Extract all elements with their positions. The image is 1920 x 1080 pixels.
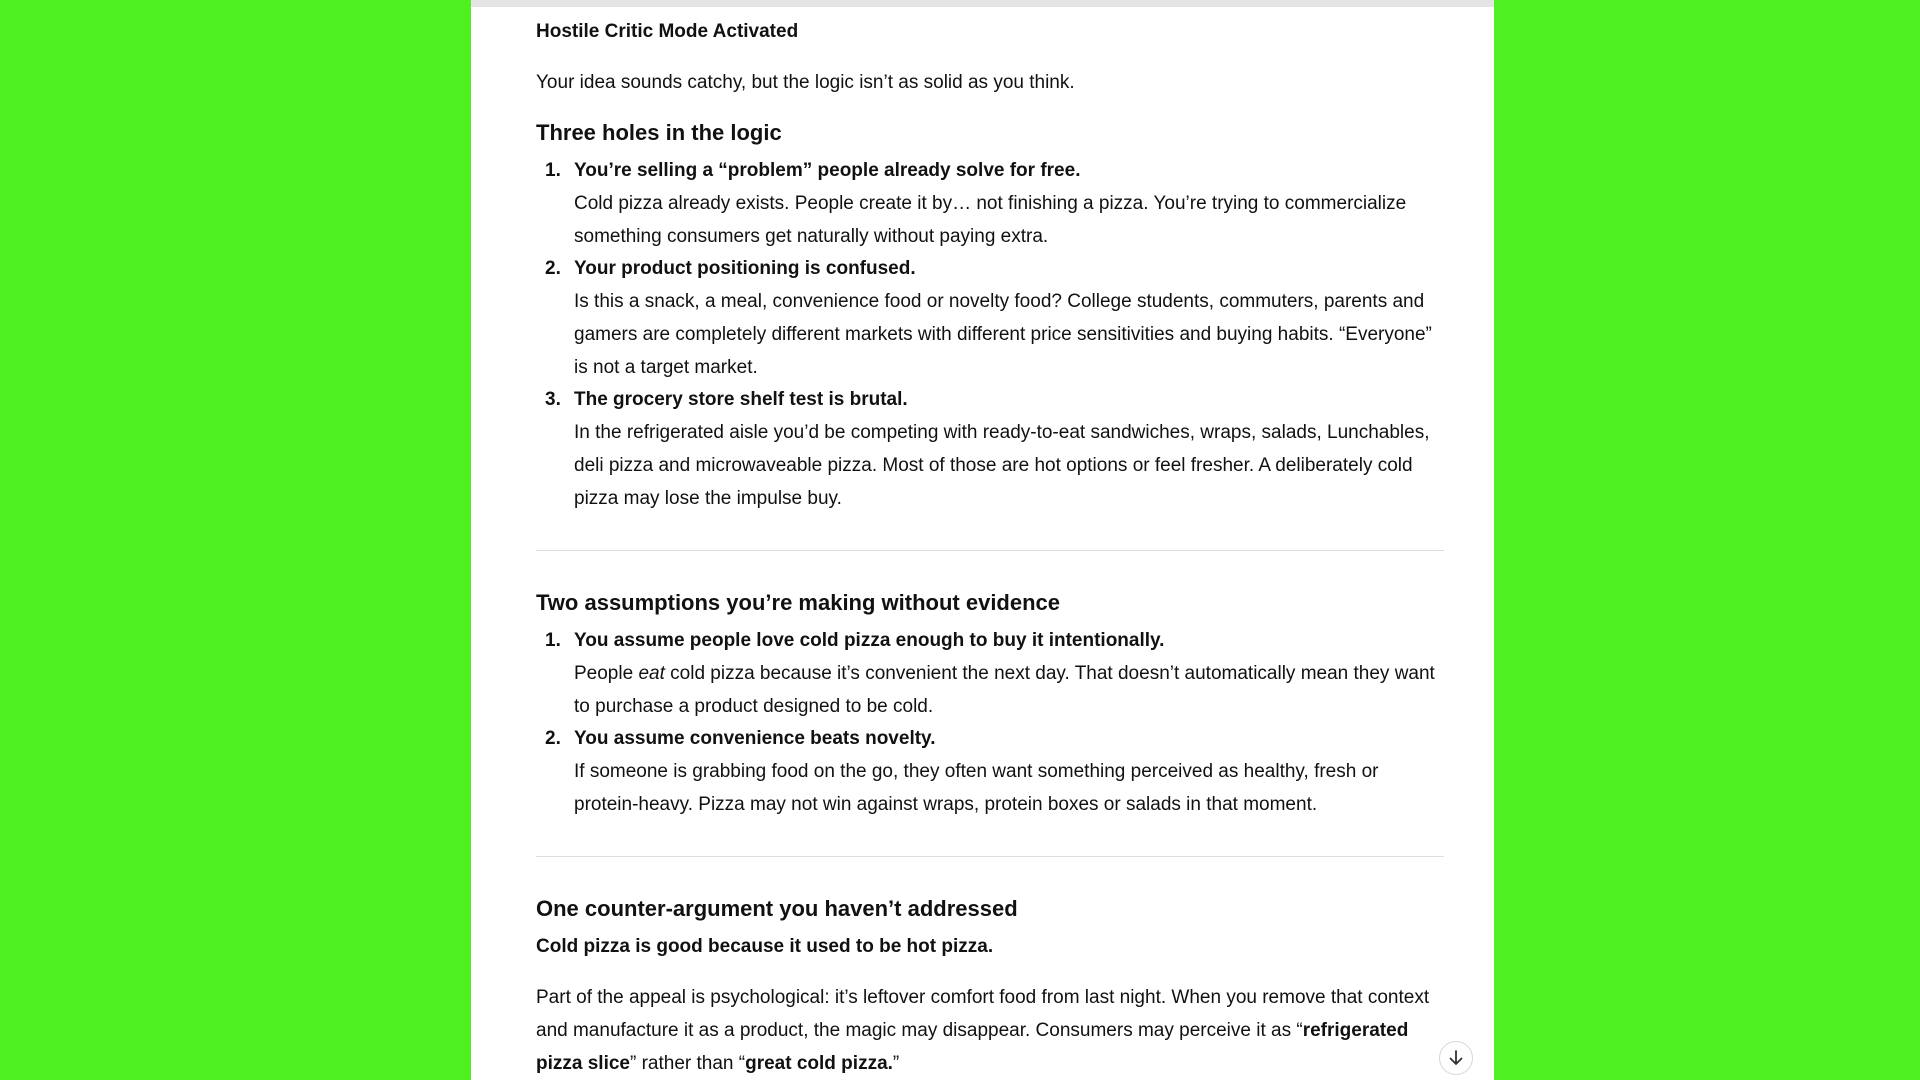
- body-text: ”: [892, 1053, 900, 1074]
- section-heading-counter-argument: One counter-argument you haven’t addressed: [536, 896, 1018, 921]
- section-heading-assumptions: Two assumptions you’re making without evidence: [536, 590, 1061, 615]
- counter-argument-lead: Cold pizza is good because it used to be hot pizza.: [536, 936, 994, 957]
- body-text: People: [574, 663, 639, 684]
- holes-list: [536, 155, 1444, 515]
- list-item-heading: You assume convenience beats novelty.: [574, 728, 936, 749]
- assumptions-list: [536, 625, 1444, 821]
- intro-paragraph: Your idea sounds catchy, but the logic isn’t as solid as you think.: [536, 72, 1075, 93]
- assistant-response: [536, 17, 1444, 1080]
- list-number: 1.: [545, 630, 561, 651]
- list-item: [536, 384, 1444, 515]
- list-number: 3.: [545, 389, 561, 410]
- list-item: [536, 155, 1444, 253]
- section-heading-holes: Three holes in the logic: [536, 120, 782, 145]
- list-item-heading: The grocery store shelf test is brutal.: [574, 389, 908, 410]
- list-item: [536, 723, 1444, 821]
- list-number: 1.: [545, 160, 561, 181]
- body-text: ” rather than “: [630, 1053, 746, 1074]
- list-item-body: Cold pizza already exists. People create it by… not finishing a pizza. You’re trying to commercialize something consumers get naturally without paying extra.: [574, 193, 1407, 247]
- body-text: Part of the appeal is psychological: it’s leftover comfort food from last night. When you remove that context and manufacture it as a product, the magic may disappear. Consumers may perceive it as “: [536, 987, 1430, 1041]
- list-number: 2.: [545, 728, 561, 749]
- section-divider: [536, 856, 1444, 857]
- list-item: [536, 625, 1444, 723]
- list-item-body: If someone is grabbing food on the go, they often want something perceived as healthy, fresh or protein-heavy. Pizza may not win against wraps, protein boxes or salads in that moment.: [574, 761, 1379, 815]
- list-item-body: Is this a snack, a meal, convenience food or novelty food? College students, commuters, parents and gamers are completely different markets with different price sensitivities and buying habits. “Everyone” is not a target market.: [574, 291, 1432, 378]
- emphasis-text: eat: [638, 663, 665, 684]
- list-item-body: In the refrigerated aisle you’d be competing with ready-to-eat sandwiches, wraps, salads, Lunchables, deli pizza and microwaveable pizza. Most of those are hot options or feel fresher. A deliberately cold pizza may lose the impulse buy.: [574, 422, 1430, 509]
- counter-argument-paragraph: [536, 981, 1444, 1080]
- list-item: [536, 253, 1444, 384]
- bold-text: refrigerated pizza slice: [536, 1020, 1409, 1074]
- list-item-heading: You assume people love cold pizza enough to buy it intentionally.: [574, 630, 1165, 651]
- scroll-to-bottom-button[interactable]: [1439, 1041, 1473, 1075]
- section-divider: [536, 550, 1444, 551]
- response-title: Hostile Critic Mode Activated: [536, 21, 799, 42]
- list-item-heading: You’re selling a “problem” people already solve for free.: [574, 160, 1081, 181]
- bold-text: great cold pizza.: [745, 1053, 893, 1074]
- chat-message-panel: [471, 0, 1494, 1080]
- arrow-down-icon: [1447, 1049, 1465, 1067]
- list-number: 2.: [545, 258, 561, 279]
- list-item-heading: Your product positioning is confused.: [574, 258, 916, 279]
- list-item-body: [574, 657, 1444, 723]
- body-text: cold pizza because it’s convenient the next day. That doesn’t automatically mean they want to purchase a product designed to be cold.: [574, 663, 1435, 717]
